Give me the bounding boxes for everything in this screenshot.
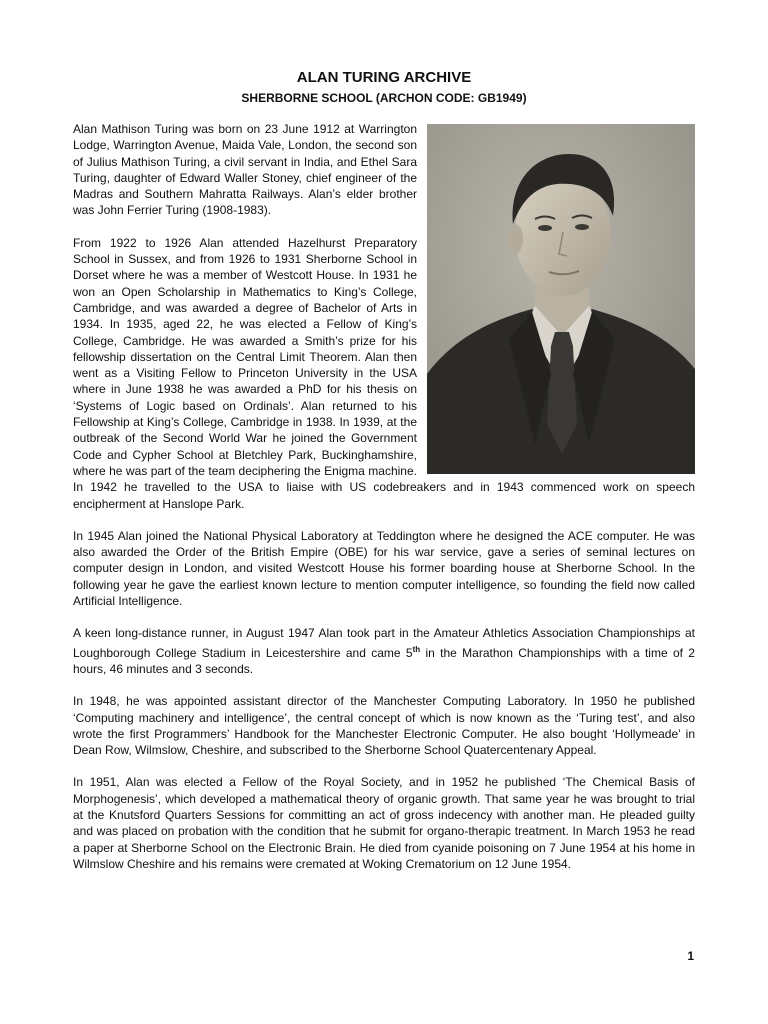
marathon-text-end: in the Marathon Championships with a time of 2 hours, 46 minutes and 3 seconds. [73,645,695,676]
page-number: 1 [687,949,694,963]
document-subtitle: SHERBORNE SCHOOL (ARCHON CODE: GB1949) [241,91,527,105]
paragraph-education: From 1922 to 1926 Alan attended Hazelhurst Preparatory School in Sussex, and from 1926 to 1931 Sherborne School in Dorset where he was a member of Westcott House. In 1931 he won an Open Scholarship in Mathematics to King’s College, Cambridge, and was awarded a degree of Bachelor of Arts in 1934. In 1935, aged 22, he was elected a Fellow of King’s College, Cambridge. He was awarded a Smith’s prize for his fellowship dissertation on the Central Limit Theorem. Alan then went as a Visiting Fellow to Princeton University in the USA where in June 1938 he was awarded a PhD for his thesis on ‘Systems of Logic based on Ordinals’. Alan returned to his Fellowship at King’s College, Cambridge in 1938. In 1939, at the outbreak of the Second World War he joined the Government Code and Cypher School at Bletchley Park, Buckinghamshire, where he was part of the team deciphering the Enigma machine. In 1942 he travelled to the USA to liaise with US codebreakers and in 1943 commenced work on speech encipherment at Hanslope Park. [73,235,695,511]
paragraph-birth: Alan Mathison Turing was born on 23 June 1912 at Warrington Lodge, Warrington Avenue, Maida Vale, London, the second son of Julius Mathison Turing, a civil servant in India, and Ethel Sara Turing, daughter of Edward Waller Stoney, chief engineer of the Madras and Southern Mahratta Railways. Alan’s elder brother was John Ferrier Turing (1908-1983). [73,122,417,218]
portrait-photo [427,124,695,474]
ordinal-suffix: th [412,644,421,654]
portrait-image [427,124,695,474]
paragraph-marathon [73,625,695,677]
paragraph-later-life: In 1951, Alan was elected a Fellow of the Royal Society, and in 1952 he published ‘The Chemical Basis of Morphogenesis’, which developed a mathematical theory of organic growth. That same year he was brought to trial at the Knutsford Quarters Sessions for committing an act of gross indecency with another man. He pleaded guilty and was placed on probation with the condition that he submit for organo-therapic treatment. In March 1953 he read a paper at Sherborne School on the Electronic Brain. He died from cyanide poisoning on 7 June 1954 at his home in Wilmslow Cheshire and his remains were cremated at Woking Crematorium on 12 June 1954. [73,775,695,871]
marathon-text-start: A keen long-distance runner, in August 1947 Alan took part in the Amateur Athletics Association Championships at Loughborough College Stadium in Leicestershire and came 5 [73,626,695,660]
document-title: ALAN TURING ARCHIVE [296,69,472,86]
paragraph-manchester: In 1948, he was appointed assistant director of the Manchester Computing Laboratory. In 1950 he published ‘Computing machinery and intelligence’, the central concept of which is now known as the ‘Turing test’, and also wrote the first Programmers’ Handbook for the Manchester Electronic Computer. He also bought ‘Hollymeade’ in Dean Row, Wilmslow, Cheshire, and subscribed to the Sherborne School Quatercentenary Appeal. [73,694,695,758]
body-text [73,121,695,888]
paragraph-npl: In 1945 Alan joined the National Physical Laboratory at Teddington where he designed the ACE computer. He was also awarded the Order of the British Empire (OBE) for his war service, gave a series of seminal lectures on computer design in London, and visited Westcott House his former boarding house at Sherborne School. In the following year he gave the earliest known lecture to mention computer intelligence, so founding the field now called Artificial Intelligence. [73,528,695,609]
